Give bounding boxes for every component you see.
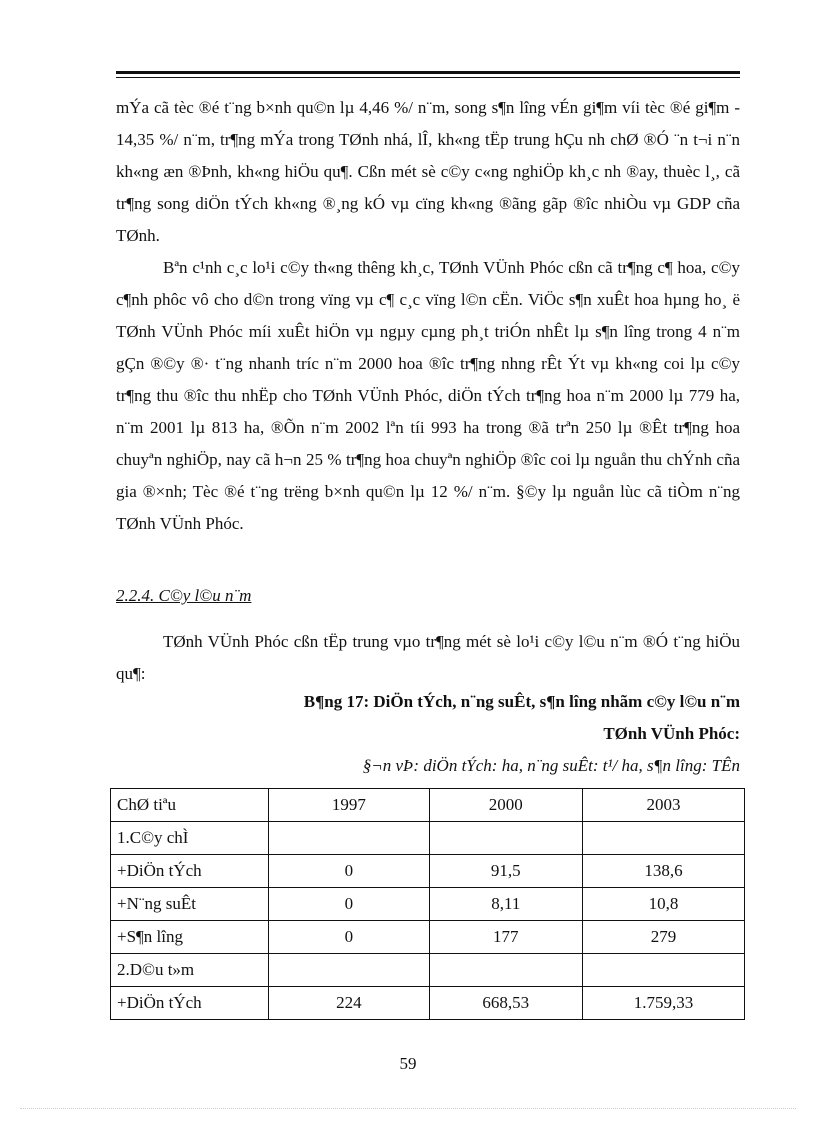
- paragraph-sugarcane: mÝa cã tèc ®é t¨ng b×nh qu©n lµ 4,46 %/ n¨m, song s¶n lîng vÉn gi¶m víi tèc ®é gi¶m - 14,35 %/ n¨m, tr¶ng mÝa trong TØnh nhá, lÎ, kh«ng tËp trung hÇu nh chØ ®Ó ¨n t¬i n¨n kh«ng æn ®Þnh, kh«ng hiÖu qu¶. Cßn mét sè c©y c«ng nghiÖp kh¸c nh ®ay, thuèc l¸, cã tr¶ng song diÖn tÝch kh«ng ®¸ng kÓ vµ cïng kh«ng ®ãng gãp ®îc nhiÒu vµ GDP cña TØnh.: [116, 98, 740, 245]
- cell-2003: [583, 822, 745, 855]
- row-label: +DiÖn tÝch: [111, 987, 269, 1020]
- cell-2000: 8,11: [429, 888, 583, 921]
- page-bottom-border: [20, 1108, 796, 1109]
- header-year-1997: 1997: [269, 789, 429, 822]
- row-label: +S¶n lîng: [111, 921, 269, 954]
- unit-note: §¬n vÞ: diÖn tÝch: ha, n¨ng suÊt: t¹/ ha, s¶n lîng: TÊn: [362, 756, 740, 775]
- cell-1997: [269, 954, 429, 987]
- cell-1997: [269, 822, 429, 855]
- header-indicator: ChØ tiªu: [111, 789, 269, 822]
- cell-2003: 138,6: [583, 855, 745, 888]
- row-label: 2.D©u t»m: [111, 954, 269, 987]
- table-row: [111, 888, 745, 921]
- cell-2003: 1.759,33: [583, 987, 745, 1020]
- table-header-row: [111, 789, 745, 822]
- table-row: [111, 954, 745, 987]
- cell-2000: 177: [429, 921, 583, 954]
- cell-1997: 0: [269, 855, 429, 888]
- header-year-2003: 2003: [583, 789, 745, 822]
- cell-2003: 10,8: [583, 888, 745, 921]
- cell-1997: 224: [269, 987, 429, 1020]
- header-rule-thick: [116, 71, 740, 74]
- table-caption-line2: TØnh VÜnh Phóc:: [603, 724, 740, 743]
- table-row: [111, 822, 745, 855]
- paragraph-perennial-intro: TØnh VÜnh Phóc cßn tËp trung vµo tr¶ng mét sè lo¹i c©y l©u n¨m ®Ó t¨ng hiÖu qu¶:: [116, 632, 740, 683]
- row-label: +DiÖn tÝch: [111, 855, 269, 888]
- table-row: [111, 921, 745, 954]
- section-subheading: 2.2.4. C©y l©u n¨m: [116, 586, 252, 605]
- table-row: [111, 987, 745, 1020]
- paragraph-flowers: Bªn c¹nh c¸c lo¹i c©y th«ng thêng kh¸c, TØnh VÜnh Phóc cßn cã tr¶ng c¶ hoa, c©y c¶nh phôc vô cho d©n trong vïng vµ c¶ c¸c vïng l©n cËn. ViÖc s¶n xuÊt hoa hµng ho¸ ë TØnh VÜnh Phóc míi xuÊt hiÖn vµ ngµy cµng ph¸t triÓn nhÊt lµ s¶n lîng trong 4 n¨m gÇn ®©y ®· t¨ng nhanh tríc n¨m 2000 hoa ®îc tr¶ng nhng rÊt Ýt vµ kh«ng coi lµ c©y tr¶ng thu ®îc thu nhËp cho TØnh VÜnh Phóc, diÖn tÝch tr¶ng hoa n¨m 2000 lµ 779 ha, n¨m 2001 lµ 813 ha, ®Õn n¨m 2002 lªn tíi 993 ha trong ®ã trªn 250 lµ ®Êt tr¶ng hoa chuyªn nghiÖp, nay cã h¬n 25 % tr¶ng hoa chuyªn nghiÖp ®îc coi lµ nguån thu chÝnh cña gia ®×nh; Tèc ®é t¨ng trëng b×nh qu©n lµ 12 %/ n¨m. §©y lµ nguån lùc cã tiÒm n¨ng TØnh VÜnh Phóc.: [116, 258, 740, 533]
- table-row: [111, 855, 745, 888]
- cell-2003: [583, 954, 745, 987]
- row-label: +N¨ng suÊt: [111, 888, 269, 921]
- page-number: 59: [399, 1054, 417, 1073]
- cell-1997: 0: [269, 921, 429, 954]
- cell-2000: [429, 954, 583, 987]
- cell-2000: 91,5: [429, 855, 583, 888]
- cell-2003: 279: [583, 921, 745, 954]
- table-caption-line1: B¶ng 17: DiÖn tÝch, n¨ng suÊt, s¶n lîng nhãm c©y l©u n¨m: [303, 692, 740, 711]
- row-label: 1.C©y chÌ: [111, 822, 269, 855]
- cell-2000: 668,53: [429, 987, 583, 1020]
- header-rule-thin: [116, 77, 740, 78]
- perennial-crops-table: [110, 788, 745, 1020]
- cell-2000: [429, 822, 583, 855]
- cell-1997: 0: [269, 888, 429, 921]
- header-year-2000: 2000: [429, 789, 583, 822]
